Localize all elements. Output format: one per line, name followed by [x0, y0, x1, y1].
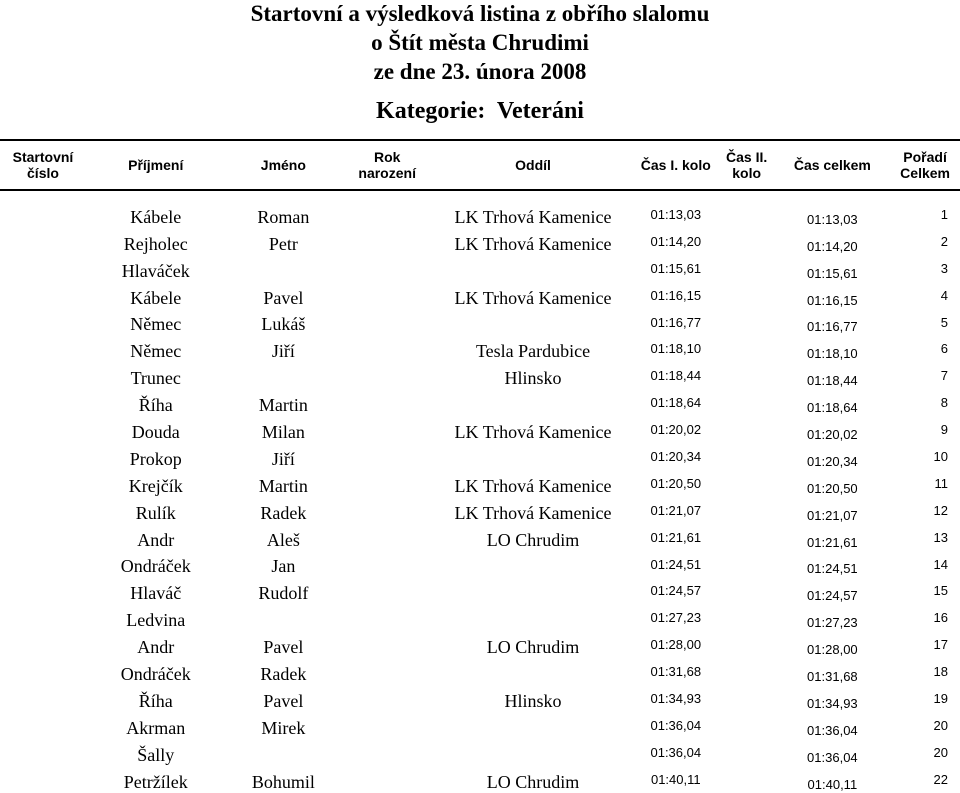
birth-year-cell: [341, 712, 433, 739]
table-row: [0, 309, 960, 336]
total-cell: 01:13,03: [807, 211, 858, 227]
total-cell: 01:18,64: [807, 400, 858, 416]
rank-cell: 10: [933, 448, 948, 464]
run1-cell: 01:36,04: [650, 717, 702, 733]
table-row: [0, 497, 960, 524]
club-cell: [433, 712, 633, 739]
birth-year-cell: [341, 228, 433, 255]
header-rank: Pořadí Celkem: [890, 140, 960, 190]
start-number-cell: [0, 604, 86, 631]
table-row: [0, 739, 960, 766]
birth-year-cell: [341, 604, 433, 631]
start-number-cell: [0, 631, 86, 658]
club-cell: LK Trhová Kamenice: [454, 287, 612, 308]
total-cell: 01:21,61: [807, 534, 858, 550]
header-start-number: Startovní číslo: [0, 140, 86, 190]
surname-cell: Krejčík: [128, 475, 183, 496]
rank-cell: 4: [940, 287, 948, 303]
header-name: Jméno: [226, 140, 342, 190]
table-row: [0, 228, 960, 255]
table-row: [0, 335, 960, 362]
name-cell: Mirek: [261, 717, 306, 738]
rank-cell: 13: [933, 529, 948, 545]
total-cell: 01:40,11: [807, 776, 858, 792]
rank-cell: 3: [940, 260, 948, 276]
birth-year-cell: [341, 201, 433, 228]
header-birth-year: Rok narození: [341, 140, 433, 190]
start-number-cell: [0, 416, 86, 443]
total-cell: 01:31,68: [807, 669, 858, 685]
club-cell: LK Trhová Kamenice: [454, 475, 612, 496]
total-cell: 01:20,02: [807, 427, 858, 443]
total-cell: 01:18,44: [807, 373, 858, 389]
club-cell: [433, 389, 633, 416]
header-run1: Čas I. kolo: [633, 140, 719, 190]
start-number-cell: [0, 335, 86, 362]
rank-cell: 19: [933, 690, 948, 706]
start-number-cell: [0, 685, 86, 712]
club-cell: [433, 604, 633, 631]
run2-cell: [719, 685, 775, 712]
rank-cell: 17: [933, 637, 948, 653]
surname-cell: Petržílek: [123, 771, 188, 792]
run2-cell: [719, 201, 775, 228]
surname-cell: Kábele: [130, 287, 182, 308]
club-cell: [433, 255, 633, 282]
surname-cell: Ondráček: [120, 664, 191, 685]
name-cell: Pavel: [263, 287, 304, 308]
name-cell: Radek: [260, 664, 307, 685]
total-cell: 01:28,00: [807, 642, 858, 658]
header-total: Čas celkem: [775, 140, 891, 190]
surname-cell: Němec: [130, 314, 182, 335]
run2-cell: [719, 497, 775, 524]
total-cell: 01:15,61: [807, 265, 858, 281]
run2-cell: [719, 604, 775, 631]
rank-cell: 20: [933, 717, 948, 733]
total-cell: 01:34,93: [807, 695, 858, 711]
rank-cell: 11: [934, 475, 948, 491]
run2-cell: [719, 362, 775, 389]
name-cell: Pavel: [263, 637, 304, 658]
run1-cell: 01:16,77: [650, 314, 702, 330]
surname-cell: Hlaváč: [130, 583, 182, 604]
name-cell: Jiří: [271, 448, 295, 469]
club-cell: [433, 577, 633, 604]
header-run2: Čas II. kolo: [719, 140, 775, 190]
surname-cell: Říha: [138, 690, 173, 711]
birth-year-cell: [341, 362, 433, 389]
table-row: [0, 362, 960, 389]
header-row: [0, 140, 960, 190]
table-row: [0, 685, 960, 712]
title-line-2: o Štít města Chrudimi: [371, 30, 589, 55]
rank-cell: 7: [940, 368, 948, 384]
total-cell: 01:20,50: [807, 480, 858, 496]
run1-cell: 01:34,93: [650, 690, 702, 706]
club-cell: Hlinsko: [504, 368, 562, 389]
club-cell: Hlinsko: [504, 690, 562, 711]
name-cell: Aleš: [266, 529, 300, 550]
run1-cell: 01:21,07: [650, 502, 702, 518]
start-number-cell: [0, 443, 86, 470]
total-cell: 01:27,23: [807, 615, 858, 631]
run1-cell: 01:24,57: [650, 583, 702, 599]
start-number-cell: [0, 658, 86, 685]
club-cell: [433, 443, 633, 470]
start-number-cell: [0, 309, 86, 336]
table-row: [0, 201, 960, 228]
start-number-cell: [0, 739, 86, 766]
club-cell: [433, 551, 633, 578]
birth-year-cell: [341, 470, 433, 497]
start-number-cell: [0, 228, 86, 255]
birth-year-cell: [341, 416, 433, 443]
header-surname: Příjmení: [86, 140, 226, 190]
run2-cell: [719, 389, 775, 416]
total-cell: 01:36,04: [807, 749, 858, 765]
run1-cell: 01:21,61: [650, 529, 702, 545]
rank-cell: 5: [940, 314, 948, 330]
name-cell: [226, 362, 342, 389]
run2-cell: [719, 631, 775, 658]
rank-cell: 22: [933, 771, 948, 787]
surname-cell: Ledvina: [126, 610, 186, 631]
start-number-cell: [0, 497, 86, 524]
surname-cell: Šally: [137, 744, 175, 765]
run2-cell: [719, 443, 775, 470]
run2-cell: [719, 228, 775, 255]
name-cell: [226, 739, 342, 766]
name-cell: Lukáš: [261, 314, 306, 335]
run1-cell: 01:27,23: [650, 610, 702, 626]
table-row: [0, 604, 960, 631]
surname-cell: Douda: [131, 422, 180, 443]
name-cell: Jan: [271, 556, 296, 577]
table-row: [0, 577, 960, 604]
start-number-cell: [0, 470, 86, 497]
club-cell: LO Chrudim: [486, 637, 580, 658]
run1-cell: 01:24,51: [650, 556, 702, 572]
surname-cell: Rejholec: [123, 233, 188, 254]
rank-cell: 8: [940, 395, 948, 411]
rank-cell: 1: [940, 206, 948, 222]
total-cell: 01:24,57: [807, 588, 858, 604]
total-cell: 01:14,20: [807, 238, 858, 254]
table-row: [0, 658, 960, 685]
total-cell: 01:36,04: [807, 722, 858, 738]
surname-cell: Trunec: [130, 368, 181, 389]
rank-cell: 18: [933, 664, 948, 680]
birth-year-cell: [341, 658, 433, 685]
club-cell: Tesla Pardubice: [475, 341, 591, 362]
table-row: [0, 470, 960, 497]
birth-year-cell: [341, 335, 433, 362]
run2-cell: [719, 335, 775, 362]
start-number-cell: [0, 577, 86, 604]
run2-cell: [719, 524, 775, 551]
birth-year-cell: [341, 443, 433, 470]
start-number-cell: [0, 551, 86, 578]
run1-cell: 01:20,34: [650, 448, 702, 464]
birth-year-cell: [341, 685, 433, 712]
table-row: [0, 416, 960, 443]
name-cell: Roman: [257, 206, 310, 227]
surname-cell: Němec: [130, 341, 182, 362]
surname-cell: Kábele: [130, 206, 182, 227]
rank-cell: 16: [933, 610, 948, 626]
run1-cell: 01:15,61: [650, 260, 702, 276]
start-number-cell: [0, 524, 86, 551]
birth-year-cell: [341, 524, 433, 551]
title-line-3: ze dne 23. února 2008: [373, 59, 587, 84]
run2-cell: [719, 282, 775, 309]
run2-cell: [719, 766, 775, 793]
start-number-cell: [0, 766, 86, 793]
run2-cell: [719, 658, 775, 685]
table-row: [0, 443, 960, 470]
rank-cell: 6: [940, 341, 948, 357]
name-cell: Radek: [260, 502, 307, 523]
total-cell: 01:24,51: [807, 561, 858, 577]
birth-year-cell: [341, 255, 433, 282]
table-row: [0, 255, 960, 282]
rank-cell: 2: [940, 233, 948, 249]
name-cell: Milan: [261, 422, 305, 443]
title-line-1: Startovní a výsledková listina z obřího slalomu: [250, 1, 710, 26]
birth-year-cell: [341, 766, 433, 793]
table-row: [0, 524, 960, 551]
total-cell: 01:20,34: [807, 453, 858, 469]
birth-year-cell: [341, 282, 433, 309]
run1-cell: 01:31,68: [650, 664, 702, 680]
rank-cell: 12: [933, 502, 948, 518]
name-cell: Jiří: [271, 341, 295, 362]
run1-cell: 01:14,20: [650, 233, 702, 249]
surname-cell: Akrman: [126, 717, 186, 738]
start-number-cell: [0, 389, 86, 416]
name-cell: Martin: [258, 395, 308, 416]
table-row: [0, 712, 960, 739]
name-cell: Bohumil: [251, 771, 315, 792]
surname-cell: Říha: [138, 395, 173, 416]
club-cell: [433, 309, 633, 336]
run1-cell: 01:13,03: [650, 206, 702, 222]
run1-cell: 01:16,15: [650, 287, 702, 303]
run2-cell: [719, 416, 775, 443]
table-row: [0, 766, 960, 793]
run1-cell: 01:20,50: [650, 475, 702, 491]
total-cell: 01:18,10: [807, 346, 858, 362]
name-cell: Martin: [258, 475, 308, 496]
start-number-cell: [0, 712, 86, 739]
club-cell: [433, 739, 633, 766]
birth-year-cell: [341, 631, 433, 658]
table-row: [0, 389, 960, 416]
birth-year-cell: [341, 309, 433, 336]
name-cell: Petr: [268, 233, 298, 254]
start-number-cell: [0, 362, 86, 389]
run1-cell: 01:18,10: [650, 341, 702, 357]
start-number-cell: [0, 282, 86, 309]
surname-cell: Ondráček: [120, 556, 191, 577]
run2-cell: [719, 577, 775, 604]
surname-cell: Andr: [137, 529, 175, 550]
run2-cell: [719, 712, 775, 739]
run1-cell: 01:40,11: [650, 771, 701, 787]
run1-cell: 01:28,00: [650, 637, 702, 653]
run1-cell: 01:18,64: [650, 395, 702, 411]
header-club: Oddíl: [433, 140, 633, 190]
table-row: [0, 631, 960, 658]
birth-year-cell: [341, 739, 433, 766]
category-title: Kategorie: Veteráni: [376, 98, 584, 124]
rank-cell: 14: [933, 556, 948, 572]
results-table: [0, 139, 960, 793]
name-cell: [226, 604, 342, 631]
club-cell: LO Chrudim: [486, 529, 580, 550]
run2-cell: [719, 551, 775, 578]
surname-cell: Hlaváček: [121, 260, 190, 281]
surname-cell: Prokop: [129, 448, 182, 469]
club-cell: LK Trhová Kamenice: [454, 502, 612, 523]
rank-cell: 9: [940, 422, 948, 438]
club-cell: [433, 658, 633, 685]
run1-cell: 01:36,04: [650, 744, 702, 760]
rank-cell: 20: [933, 744, 948, 760]
birth-year-cell: [341, 551, 433, 578]
birth-year-cell: [341, 577, 433, 604]
rank-cell: 15: [933, 583, 948, 599]
name-cell: Pavel: [263, 690, 304, 711]
name-cell: [226, 255, 342, 282]
table-row: [0, 282, 960, 309]
birth-year-cell: [341, 389, 433, 416]
birth-year-cell: [341, 497, 433, 524]
total-cell: 01:16,15: [807, 292, 858, 308]
run2-cell: [719, 309, 775, 336]
start-number-cell: [0, 255, 86, 282]
run1-cell: 01:18,44: [650, 368, 702, 384]
surname-cell: Rulík: [135, 502, 176, 523]
club-cell: LK Trhová Kamenice: [454, 233, 612, 254]
run2-cell: [719, 255, 775, 282]
table-row: [0, 551, 960, 578]
surname-cell: Andr: [137, 637, 175, 658]
start-number-cell: [0, 201, 86, 228]
run2-cell: [719, 470, 775, 497]
name-cell: Rudolf: [258, 583, 309, 604]
club-cell: LK Trhová Kamenice: [454, 422, 612, 443]
club-cell: LK Trhová Kamenice: [454, 206, 612, 227]
club-cell: LO Chrudim: [486, 771, 580, 792]
run2-cell: [719, 739, 775, 766]
total-cell: 01:21,07: [807, 507, 858, 523]
total-cell: 01:16,77: [807, 319, 858, 335]
run1-cell: 01:20,02: [650, 422, 702, 438]
